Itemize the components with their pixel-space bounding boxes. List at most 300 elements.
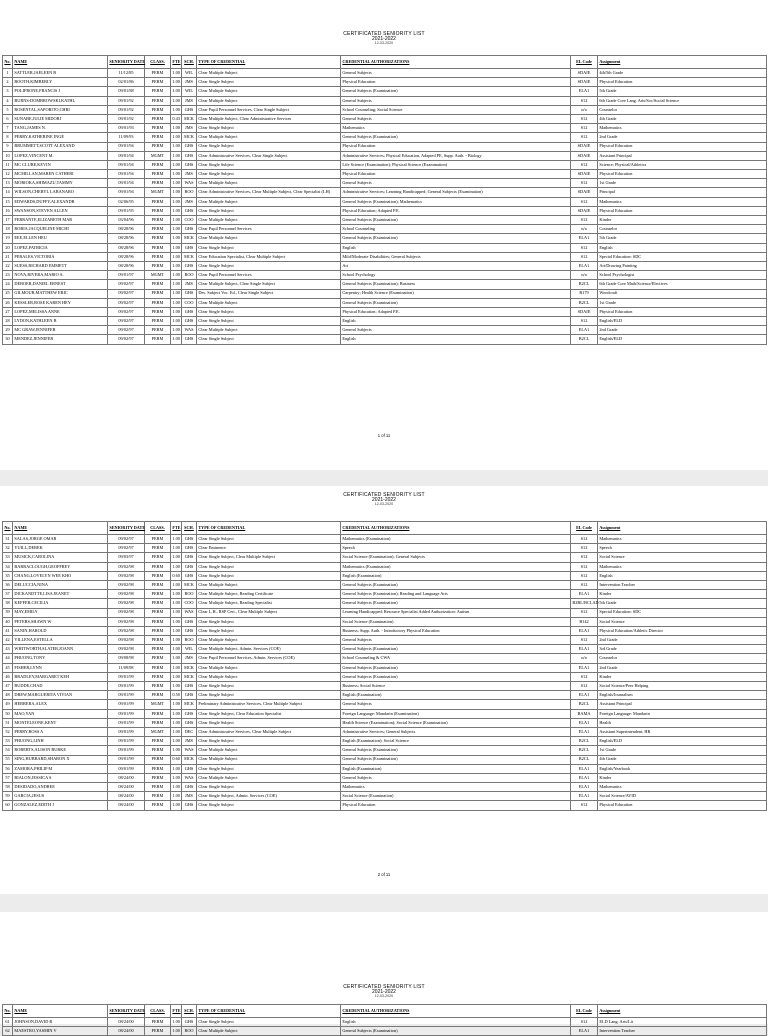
cell-name: BOOTH,KIMBERLY — [13, 78, 108, 87]
cell-seniority-date: 09/02/97 — [108, 298, 145, 307]
cell-sch: WAS — [182, 608, 197, 617]
seniority-table — [2, 55, 767, 345]
cell-class: PERM — [145, 709, 171, 718]
cell-name: WHITWORTH,SLATER,JOANN — [13, 645, 108, 654]
document-title: CERTIFICATED SENIORITY LIST — [343, 984, 425, 990]
cell-authorizations: Physical Education; Adapted P.E. — [341, 307, 571, 316]
cell-class: PERM — [145, 1018, 171, 1027]
cell-seniority-date: 08/24/00 — [108, 801, 145, 810]
cell-fte: 1.00 — [171, 727, 182, 736]
table-row — [3, 737, 767, 746]
cell-el-code: B2CL — [571, 280, 598, 289]
cell-sch: ROO — [182, 1027, 197, 1036]
cell-fte: 1.00 — [171, 133, 182, 142]
cell-class: MGMT — [145, 188, 171, 197]
cell-class: PERM — [145, 599, 171, 608]
cell-name: ROBIA,JACQUELINE MICHI — [13, 225, 108, 234]
cell-no: 59 — [3, 792, 13, 801]
cell-el-code: SDAIE — [571, 206, 598, 215]
cell-class: PERM — [145, 105, 171, 114]
cell-fte: 1.00 — [171, 335, 182, 344]
table-row — [3, 160, 767, 169]
cell-fte: 1.00 — [171, 151, 182, 160]
cell-seniority-date: 09/02/98 — [108, 562, 145, 571]
cell-assignment: Physical Education — [598, 78, 767, 87]
cell-name: CHANG,LOVELYN WEE KHO — [13, 571, 108, 580]
cell-sch: GHS — [182, 553, 197, 562]
cell-no: 5 — [3, 105, 13, 114]
cell-type: Clear Single Subject — [197, 170, 341, 179]
table-row — [3, 645, 767, 654]
cell-name: MONTELEONE,KENT — [13, 718, 108, 727]
cell-name: BARRACLOUGH,GEOFFREY — [13, 562, 108, 571]
cell-assignment: 5th Grade — [598, 599, 767, 608]
cell-name: DEBOER,DANIEL ERNEST — [13, 280, 108, 289]
cell-no: 50 — [3, 709, 13, 718]
col-header-class: CLASS. — [145, 1005, 171, 1018]
seniority-table — [2, 521, 767, 811]
cell-seniority-date: 09/02/97 — [108, 335, 145, 344]
cell-seniority-date: 09/02/98 — [108, 636, 145, 645]
cell-type: Clear Multiple Subject, Reading Specialist — [197, 599, 341, 608]
cell-seniority-date: 09/01/94 — [108, 142, 145, 151]
cell-sch: GHS — [182, 764, 197, 773]
cell-fte: 1.00 — [171, 170, 182, 179]
cell-seniority-date: 08/24/00 — [108, 1018, 145, 1027]
cell-class: PERM — [145, 261, 171, 270]
table-row — [3, 801, 767, 810]
cell-el-code: ELA1 — [571, 645, 598, 654]
cell-sch: MCK — [182, 663, 197, 672]
cell-class: PERM — [145, 234, 171, 243]
cell-el-code: B2CL — [571, 737, 598, 746]
cell-no: 20 — [3, 243, 13, 252]
cell-sch: MCK — [182, 133, 197, 142]
cell-name: MC GRAW,JENNIFER — [13, 326, 108, 335]
document-year: 2021-2022 — [372, 36, 396, 42]
cell-type: Clear Multiple Subject — [197, 69, 341, 78]
cell-assignment: Foreign Language: Mandarin — [598, 709, 767, 718]
cell-class: PERM — [145, 672, 171, 681]
cell-type: Clear Multiple Subject — [197, 96, 341, 105]
cell-seniority-date: 08/24/00 — [108, 792, 145, 801]
cell-type: Clear Single Subject — [197, 562, 341, 571]
cell-el-code: S12 — [571, 544, 598, 553]
cell-seniority-date: 08/28/96 — [108, 243, 145, 252]
cell-authorizations: Mathematics (Examination) — [341, 535, 571, 544]
table-row — [3, 252, 767, 261]
col-header-no: No. — [3, 56, 13, 69]
table-row — [3, 326, 767, 335]
seniority-table — [2, 1004, 767, 1036]
cell-no: 30 — [3, 335, 13, 344]
cell-seniority-date: 09/01/94 — [108, 151, 145, 160]
cell-name: MC CLURE,KEVIN — [13, 160, 108, 169]
cell-class: MGMT — [145, 727, 171, 736]
cell-type: Clear Eminence — [197, 544, 341, 553]
cell-type: Clear Multiple Subject — [197, 87, 341, 96]
cell-name: BIALON,JESSICA S — [13, 773, 108, 782]
cell-fte: 1.00 — [171, 326, 182, 335]
cell-no: 8 — [3, 133, 13, 142]
cell-fte: 1.00 — [171, 636, 182, 645]
cell-assignment: Social Science/Peer Helping — [598, 682, 767, 691]
cell-class: PERM — [145, 764, 171, 773]
cell-class: PERM — [145, 746, 171, 755]
cell-el-code: S12 — [571, 562, 598, 571]
cell-class: PERM — [145, 142, 171, 151]
cell-authorizations: Administrative Services; Physical Education, Adapted PE, Supp. Auth. - Biology — [341, 151, 571, 160]
table-row — [3, 234, 767, 243]
cell-sch: GHS — [182, 691, 197, 700]
cell-type: Clear Single Subject — [197, 718, 341, 727]
cell-seniority-date: 09/01/94 — [108, 179, 145, 188]
cell-el-code: S12 — [571, 133, 598, 142]
cell-type: Clear Single Subject, Clear Education Specialist — [197, 709, 341, 718]
cell-no: 40 — [3, 617, 13, 626]
table-row — [3, 654, 767, 663]
cell-authorizations: Foreign Language: Mandarin (Examination) — [341, 709, 571, 718]
cell-no: 32 — [3, 544, 13, 553]
cell-no: 36 — [3, 580, 13, 589]
cell-seniority-date: 09/01/88 — [108, 87, 145, 96]
cell-type: Clear Pupil Personnel Services, Admin. Services (COE) — [197, 654, 341, 663]
table-row — [3, 335, 767, 344]
cell-el-code: B2CL — [571, 298, 598, 307]
cell-assignment: 5th Grade — [598, 87, 767, 96]
cell-no: 58 — [3, 783, 13, 792]
cell-fte: 1.00 — [171, 682, 182, 691]
cell-fte: 1.00 — [171, 105, 182, 114]
cell-authorizations: Social Science (Examination) — [341, 792, 571, 801]
cell-type: Clear Single Subject — [197, 160, 341, 169]
col-header-el-code: EL Code — [571, 56, 598, 69]
col-header-class: CLASS. — [145, 56, 171, 69]
cell-assignment: Kinder — [598, 590, 767, 599]
cell-name: FISHER,LYNN — [13, 663, 108, 672]
cell-seniority-date: 11/09/98 — [108, 663, 145, 672]
cell-el-code: SDAIE — [571, 78, 598, 87]
cell-no: 21 — [3, 252, 13, 261]
cell-seniority-date: 09/02/98 — [108, 580, 145, 589]
table-row — [3, 535, 767, 544]
cell-assignment: Physical Education — [598, 206, 767, 215]
cell-type: Clear Multiple Subject — [197, 663, 341, 672]
cell-sch: MCK — [182, 252, 197, 261]
cell-no: 52 — [3, 727, 13, 736]
cell-no: 37 — [3, 590, 13, 599]
cell-sch: MCK — [182, 672, 197, 681]
cell-no: 7 — [3, 124, 13, 133]
cell-name: DICKANDTTE,LISA JEANET — [13, 590, 108, 599]
col-header-type: TYPE OF CREDENTIAL — [197, 522, 341, 535]
cell-fte: 1.00 — [171, 252, 182, 261]
cell-class: PERM — [145, 645, 171, 654]
table-row — [3, 553, 767, 562]
cell-assignment: Kinder — [598, 672, 767, 681]
cell-sch: ROO — [182, 636, 197, 645]
page-header — [0, 985, 768, 999]
cell-no: 10 — [3, 151, 13, 160]
cell-authorizations: General Subjects (Examination) — [341, 672, 571, 681]
cell-seniority-date: 09/02/98 — [108, 617, 145, 626]
cell-class: PERM — [145, 243, 171, 252]
page-1 — [0, 0, 768, 470]
cell-authorizations: Physical Education — [341, 142, 571, 151]
cell-authorizations: General Subjects — [341, 773, 571, 782]
cell-assignment: 2nd Grade — [598, 133, 767, 142]
cell-no: 16 — [3, 206, 13, 215]
cell-authorizations: General Subjects — [341, 326, 571, 335]
cell-sch: GHS — [182, 562, 197, 571]
cell-no: 29 — [3, 326, 13, 335]
cell-el-code: SDAIE — [571, 142, 598, 151]
cell-sch: JMS — [182, 737, 197, 746]
table-row — [3, 179, 767, 188]
cell-assignment: English/Yearbook — [598, 764, 767, 773]
cell-seniority-date: 08/24/00 — [108, 1027, 145, 1036]
cell-name: SALAS,JORGE OMAR — [13, 535, 108, 544]
cell-name: PERALES,VICTORIA — [13, 252, 108, 261]
cell-class: PERM — [145, 544, 171, 553]
cell-type: Clear Multiple Subject — [197, 672, 341, 681]
cell-el-code: SDAIE — [571, 151, 598, 160]
table-row — [3, 608, 767, 617]
table-row — [3, 317, 767, 326]
cell-assignment: Physical Education/Athletic Director — [598, 626, 767, 635]
cell-name: GILMOUR,MATTHEW ERIC — [13, 289, 108, 298]
cell-sch: GHS — [182, 718, 197, 727]
cell-fte: 1.00 — [171, 261, 182, 270]
cell-seniority-date: 09/01/99 — [108, 727, 145, 736]
cell-el-code: SDAIE — [571, 188, 598, 197]
cell-seniority-date: 09/02/98 — [108, 626, 145, 635]
cell-name: BRADLEY,MARGARET KEH — [13, 672, 108, 681]
col-header-seniority-date: SENIORITY DATE — [108, 1005, 145, 1018]
cell-no: 18 — [3, 225, 13, 234]
table-row — [3, 544, 767, 553]
cell-fte: 1.00 — [171, 96, 182, 105]
table-row — [3, 590, 767, 599]
table-row — [3, 672, 767, 681]
cell-fte: 1.00 — [171, 626, 182, 635]
cell-assignment: Physical Education — [598, 307, 767, 316]
cell-type: Clear Multiple Subject — [197, 197, 341, 206]
cell-fte: 1.00 — [171, 645, 182, 654]
cell-sch: GHS — [182, 142, 197, 151]
cell-fte: 1.00 — [171, 718, 182, 727]
cell-assignment: Assistant Principal — [598, 700, 767, 709]
cell-class: PERM — [145, 608, 171, 617]
cell-name: GONZALEZ,EDITH J — [13, 801, 108, 810]
cell-type: Clear Education Specialist, Clear Multiple Subject — [197, 252, 341, 261]
cell-class: PERM — [145, 133, 171, 142]
table-row — [3, 691, 767, 700]
cell-name: SUESS,RICHARD EMMETT — [13, 261, 108, 270]
cell-class: PERM — [145, 69, 171, 78]
cell-no: 23 — [3, 271, 13, 280]
cell-no: 4 — [3, 96, 13, 105]
cell-assignment: 1st Grade — [598, 179, 767, 188]
cell-type: Clear Multiple Subject — [197, 580, 341, 589]
cell-name: KESSLER,ROSE KAREN HEY — [13, 298, 108, 307]
cell-el-code: ELA1 — [571, 261, 598, 270]
cell-authorizations: General Subjects (Examination); Mathematics — [341, 197, 571, 206]
col-header-assignment: Assignment — [598, 56, 767, 69]
cell-seniority-date: 08/24/00 — [108, 773, 145, 782]
cell-el-code: S12 — [571, 160, 598, 169]
table-row — [3, 289, 767, 298]
cell-type: Clear Multiple Subject, Admin. Services (COE) — [197, 645, 341, 654]
cell-sch: GHS — [182, 151, 197, 160]
cell-type: Clear Single Subject — [197, 737, 341, 746]
cell-type: Clear Administrative Services, Clear Multiple Subject, Clear Specialist (LH) — [197, 188, 341, 197]
cell-assignment: Intervention Teacher — [598, 1027, 767, 1036]
document-date: 12-03-2020 — [374, 994, 394, 998]
page-number: 1 of 11 — [377, 433, 391, 438]
cell-el-code: S12 — [571, 96, 598, 105]
cell-authorizations: General Subjects — [341, 179, 571, 188]
col-header-el-code: EL Code — [571, 1005, 598, 1018]
cell-seniority-date: 09/01/99 — [108, 709, 145, 718]
cell-seniority-date: 09/01/99 — [108, 718, 145, 727]
table-row — [3, 746, 767, 755]
cell-el-code: B2BL/BCLAD — [571, 599, 598, 608]
cell-assignment: Social Science — [598, 617, 767, 626]
cell-authorizations: General Subjects — [341, 114, 571, 123]
table-row — [3, 700, 767, 709]
table-row — [3, 105, 767, 114]
table-row — [3, 69, 767, 78]
cell-class: PERM — [145, 755, 171, 764]
cell-type: Clear Single Subject, Clear Multiple Subject — [197, 553, 341, 562]
cell-fte: 1.00 — [171, 87, 182, 96]
cell-sch: MCK — [182, 700, 197, 709]
cell-assignment: English/Journalism — [598, 691, 767, 700]
cell-el-code: ELA1 — [571, 326, 598, 335]
cell-el-code: B2CL — [571, 746, 598, 755]
cell-type: Clear Single Subject — [197, 206, 341, 215]
cell-no: 11 — [3, 160, 13, 169]
cell-seniority-date: 09/01/94 — [108, 170, 145, 179]
cell-sch: GHS — [182, 535, 197, 544]
cell-fte: 1.00 — [171, 783, 182, 792]
cell-fte: 1.00 — [171, 179, 182, 188]
cell-sch: WIL — [182, 69, 197, 78]
cell-class: PERM — [145, 307, 171, 316]
cell-assignment: 4th/5th Grade — [598, 69, 767, 78]
cell-class: PERM — [145, 298, 171, 307]
table-row — [3, 216, 767, 225]
cell-class: PERM — [145, 654, 171, 663]
cell-type: Clear Single Subject — [197, 617, 341, 626]
cell-name: LOPEZ,MELISSA ANNE — [13, 307, 108, 316]
table-row — [3, 636, 767, 645]
cell-assignment: Mathematics — [598, 124, 767, 133]
cell-authorizations: English (Examination) — [341, 571, 571, 580]
cell-class: PERM — [145, 326, 171, 335]
document-year: 2021-2022 — [372, 497, 396, 503]
cell-fte: 1.00 — [171, 142, 182, 151]
cell-seniority-date: 09/01/99 — [108, 764, 145, 773]
table-row — [3, 151, 767, 160]
cell-class: PERM — [145, 801, 171, 810]
table-row — [3, 197, 767, 206]
cell-fte: 1.00 — [171, 700, 182, 709]
cell-fte: 1.00 — [171, 553, 182, 562]
cell-el-code: ELA1 — [571, 792, 598, 801]
cell-no: 39 — [3, 608, 13, 617]
table-row — [3, 124, 767, 133]
cell-class: PERM — [145, 124, 171, 133]
col-header-no: No. — [3, 1005, 13, 1018]
cell-type: Clear Single Subject — [197, 783, 341, 792]
cell-fte: 1.00 — [171, 746, 182, 755]
cell-assignment: English/ELD — [598, 335, 767, 344]
cell-no: 34 — [3, 562, 13, 571]
cell-type: Preliminary Administrative Services, Clear Multiple Subject — [197, 700, 341, 709]
table-row — [3, 682, 767, 691]
cell-type: Clear Single Subject, Admin. Services (COE) — [197, 792, 341, 801]
cell-fte: 1.00 — [171, 663, 182, 672]
col-header-type: TYPE OF CREDENTIAL — [197, 1005, 341, 1018]
cell-el-code: S12 — [571, 252, 598, 261]
cell-type: Clear Multiple Subject — [197, 326, 341, 335]
table-row — [3, 170, 767, 179]
cell-name: MUSICK,CAROLINA — [13, 553, 108, 562]
cell-class: PERM — [145, 590, 171, 599]
cell-el-code: ELA1 — [571, 727, 598, 736]
cell-el-code: ELA1 — [571, 718, 598, 727]
cell-name: PETERS,SHAWN W — [13, 617, 108, 626]
cell-authorizations: Life Science (Examination); Physical Science (Examination) — [341, 160, 571, 169]
cell-sch: GHS — [182, 801, 197, 810]
cell-el-code: S12 — [571, 179, 598, 188]
cell-authorizations: General Subjects (Examination) — [341, 133, 571, 142]
cell-type: Clear Multiple Subject — [197, 746, 341, 755]
document-date: 12-03-2020 — [374, 41, 394, 45]
cell-class: PERM — [145, 216, 171, 225]
cell-sch: ROO — [182, 188, 197, 197]
cell-assignment: Special Education: SDC — [598, 252, 767, 261]
cell-sch: GHS — [182, 105, 197, 114]
cell-no: 1 — [3, 69, 13, 78]
cell-no: 22 — [3, 261, 13, 270]
cell-class: PERM — [145, 317, 171, 326]
cell-authorizations: School Psychology — [341, 271, 571, 280]
cell-assignment: Assistant Principal — [598, 151, 767, 160]
cell-fte: 1.00 — [171, 1018, 182, 1027]
cell-type: Clear Multiple Subject, Clear Administrative Services — [197, 114, 341, 123]
cell-type: Clear Pupil Personnel Services — [197, 271, 341, 280]
cell-sch: WAS — [182, 746, 197, 755]
table-row — [3, 78, 767, 87]
cell-authorizations: Administrative Services; Learning Handicapped; General Subjects (Examination) — [341, 188, 571, 197]
table-row — [3, 133, 767, 142]
cell-name: KEFFER,CECILIA — [13, 599, 108, 608]
cell-seniority-date: 09/02/97 — [108, 535, 145, 544]
cell-sch: WAS — [182, 326, 197, 335]
cell-name: DREW,MARGUERITA VIVIAN — [13, 691, 108, 700]
cell-name: ZAMORA,PHILIP M — [13, 764, 108, 773]
cell-seniority-date: 08/28/96 — [108, 225, 145, 234]
cell-class: PERM — [145, 96, 171, 105]
cell-sch: GHS — [182, 1018, 197, 1027]
cell-assignment: 4th Grade — [598, 114, 767, 123]
cell-el-code: ELA1 — [571, 783, 598, 792]
cell-sch: GHS — [182, 307, 197, 316]
cell-assignment: 1st Grade — [598, 298, 767, 307]
